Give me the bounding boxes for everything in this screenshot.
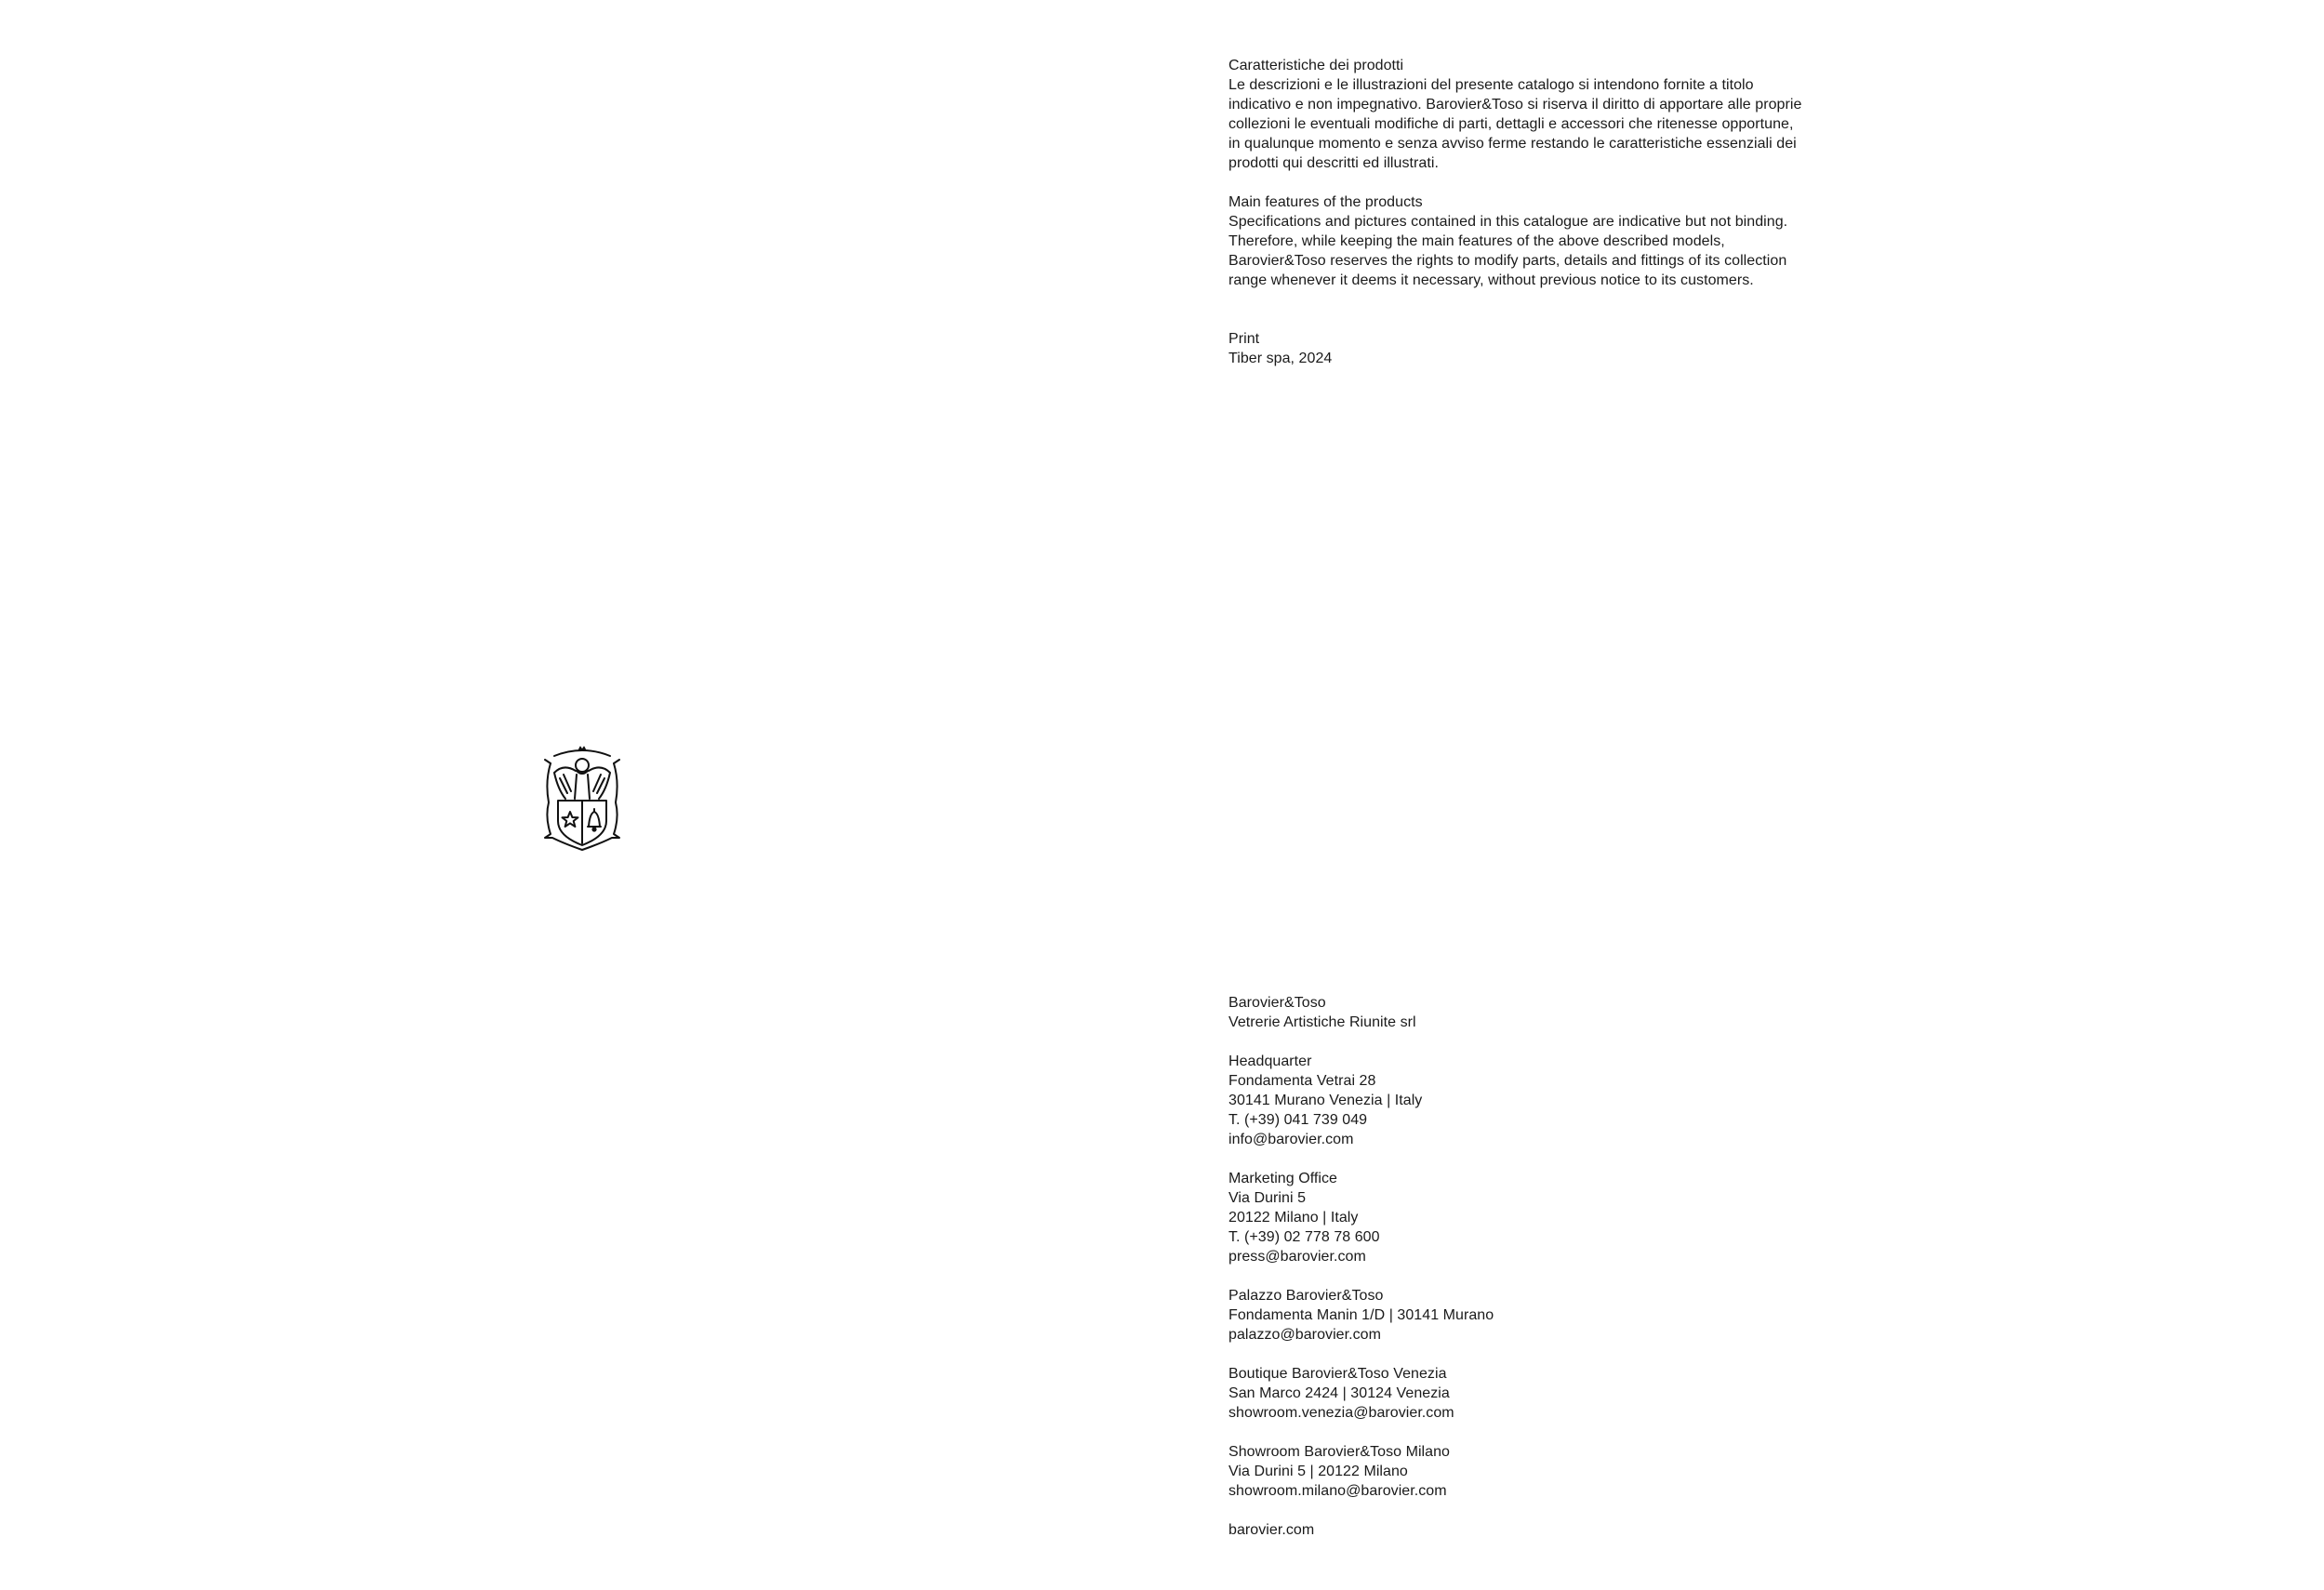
- print-value: Tiber spa, 2024: [1228, 351, 1333, 366]
- headquarter-block: [1228, 1052, 1805, 1149]
- palazzo-title: Palazzo Barovier&Toso: [1228, 1288, 1384, 1304]
- marketing-title: Marketing Office: [1228, 1171, 1337, 1186]
- company-legal-name: Vetrerie Artistiche Riunite srl: [1228, 1014, 1416, 1030]
- headquarter-city: 30141 Murano Venezia | Italy: [1228, 1093, 1423, 1108]
- marketing-address: Via Durini 5: [1228, 1190, 1307, 1206]
- contacts-column: [1228, 993, 1805, 1559]
- palazzo-email[interactable]: palazzo@barovier.com: [1228, 1327, 1381, 1343]
- print-credit: [1228, 329, 1805, 368]
- palazzo-address: Fondamenta Manin 1/D | 30141 Murano: [1228, 1307, 1494, 1323]
- marketing-city: 20122 Milano | Italy: [1228, 1210, 1359, 1226]
- showroom-block: [1228, 1442, 1805, 1501]
- showroom-email[interactable]: showroom.milano@barovier.com: [1228, 1483, 1447, 1499]
- marketing-email[interactable]: press@barovier.com: [1228, 1249, 1366, 1265]
- website-block: [1228, 1520, 1805, 1540]
- headquarter-email[interactable]: info@barovier.com: [1228, 1132, 1354, 1147]
- disclaimer-column: [1228, 56, 1805, 388]
- headquarter-phone: T. (+39) 041 739 049: [1228, 1112, 1368, 1128]
- website-link[interactable]: barovier.com: [1228, 1522, 1315, 1538]
- italian-disclaimer: [1228, 56, 1805, 173]
- marketing-phone: T. (+39) 02 778 78 600: [1228, 1229, 1380, 1245]
- english-disclaimer-title: Main features of the products: [1228, 194, 1423, 210]
- boutique-block: [1228, 1364, 1805, 1423]
- boutique-title: Boutique Barovier&Toso Venezia: [1228, 1366, 1447, 1382]
- english-disclaimer: [1228, 192, 1805, 290]
- headquarter-title: Headquarter: [1228, 1053, 1312, 1069]
- boutique-email[interactable]: showroom.venezia@barovier.com: [1228, 1405, 1454, 1421]
- italian-disclaimer-title: Caratteristiche dei prodotti: [1228, 58, 1404, 73]
- print-label: Print: [1228, 331, 1260, 347]
- company-block: [1228, 993, 1805, 1032]
- italian-disclaimer-body: Le descrizioni e le illustrazioni del presente catalogo si intendono fornite a titolo indicativo e non impegnativo. Barovier&Toso si riserva il diritto di apportare alle proprie collezioni le eventuali modifiche di parti, dettagli e accessori che ritenesse opportune, in qualunque momento e senza avviso ferme restando le caratteristiche essenziali dei prodotti qui descritti ed illustrati.: [1228, 77, 1802, 171]
- headquarter-address: Fondamenta Vetrai 28: [1228, 1073, 1376, 1089]
- marketing-block: [1228, 1169, 1805, 1266]
- showroom-title: Showroom Barovier&Toso Milano: [1228, 1444, 1450, 1460]
- barovier-crest-icon: [541, 745, 623, 851]
- showroom-address: Via Durini 5 | 20122 Milano: [1228, 1464, 1408, 1479]
- palazzo-block: [1228, 1286, 1805, 1345]
- english-disclaimer-body: Specifications and pictures contained in this catalogue are indicative but not binding. Therefore, while keeping the main features of the above described models, Barovier&Toso reserves the rights to modify parts, details and fittings of its collection range whenever it deems it necessary, without previous notice to its customers.: [1228, 214, 1788, 288]
- boutique-address: San Marco 2424 | 30124 Venezia: [1228, 1385, 1450, 1401]
- company-name: Barovier&Toso: [1228, 995, 1326, 1011]
